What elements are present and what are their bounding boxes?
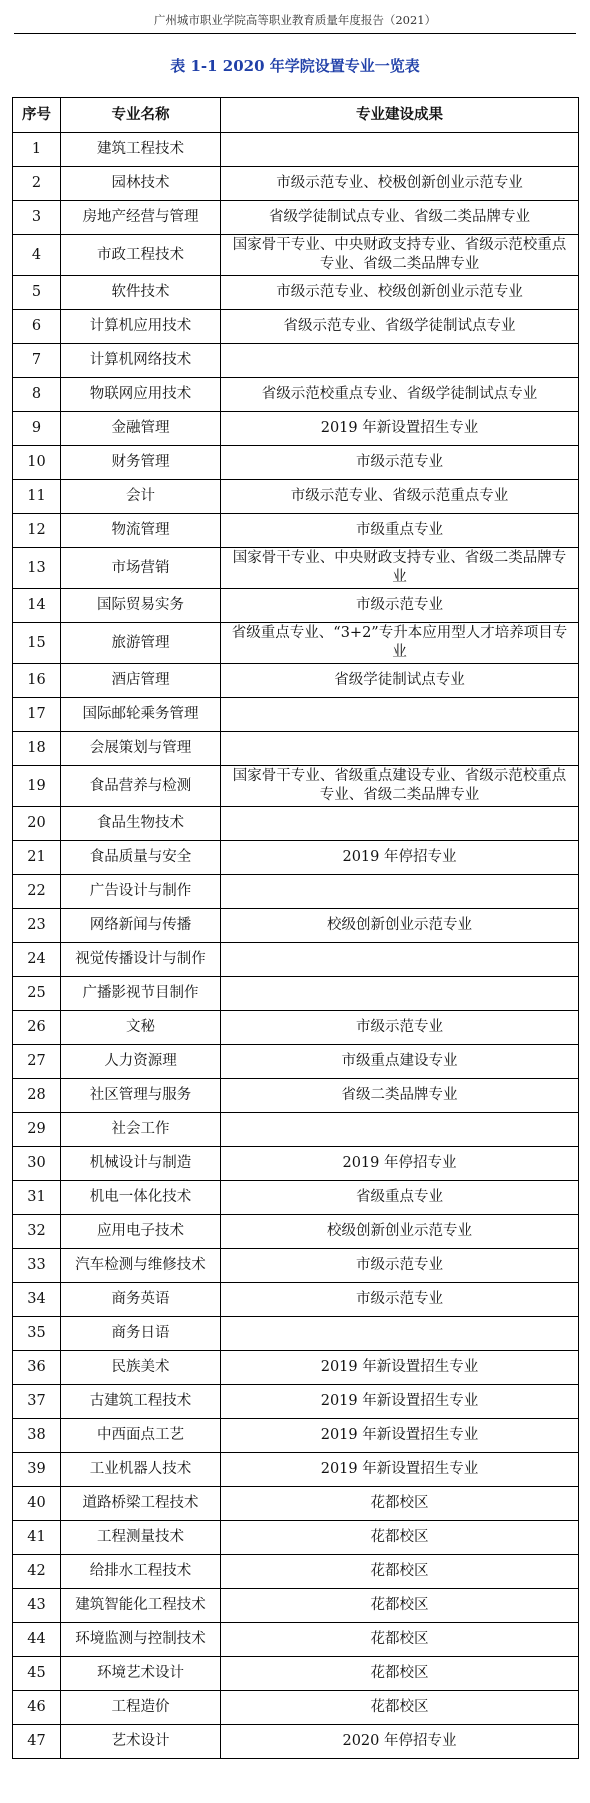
cell-major-name: 机械设计与制造 xyxy=(61,1147,221,1181)
cell-major-name: 环境艺术设计 xyxy=(61,1657,221,1691)
table-row xyxy=(13,1113,579,1147)
cell-major-name: 计算机网络技术 xyxy=(61,344,221,378)
cell-major-name: 国际邮轮乘务管理 xyxy=(61,698,221,732)
table-row xyxy=(13,807,579,841)
cell-index: 14 xyxy=(13,589,61,623)
cell-achievements: 国家骨干专业、中央财政支持专业、省级示范校重点专业、省级二类品牌专业 xyxy=(221,235,579,276)
cell-achievements: 市级重点专业 xyxy=(221,514,579,548)
table-row xyxy=(13,548,579,589)
cell-major-name: 艺术设计 xyxy=(61,1725,221,1759)
cell-major-name: 软件技术 xyxy=(61,276,221,310)
cell-achievements: 省级二类品牌专业 xyxy=(221,1079,579,1113)
cell-index: 21 xyxy=(13,841,61,875)
cell-achievements: 市级示范专业 xyxy=(221,589,579,623)
cell-index: 15 xyxy=(13,623,61,664)
table-row xyxy=(13,480,579,514)
cell-achievements: 2019 年新设置招生专业 xyxy=(221,412,579,446)
table-row xyxy=(13,1045,579,1079)
cell-index: 9 xyxy=(13,412,61,446)
cell-major-name: 食品生物技术 xyxy=(61,807,221,841)
cell-index: 6 xyxy=(13,310,61,344)
cell-major-name: 工程造价 xyxy=(61,1691,221,1725)
cell-index: 46 xyxy=(13,1691,61,1725)
cell-index: 40 xyxy=(13,1487,61,1521)
cell-achievements xyxy=(221,977,579,1011)
cell-index: 29 xyxy=(13,1113,61,1147)
cell-index: 31 xyxy=(13,1181,61,1215)
table-row xyxy=(13,1079,579,1113)
cell-achievements: 花都校区 xyxy=(221,1521,579,1555)
table-row xyxy=(13,446,579,480)
table-row xyxy=(13,589,579,623)
cell-achievements xyxy=(221,133,579,167)
cell-major-name: 社区管理与服务 xyxy=(61,1079,221,1113)
cell-achievements: 2019 年新设置招生专业 xyxy=(221,1351,579,1385)
cell-achievements: 市级示范专业、省级示范重点专业 xyxy=(221,480,579,514)
table-header-row xyxy=(13,98,579,133)
cell-index: 35 xyxy=(13,1317,61,1351)
table-row xyxy=(13,909,579,943)
cell-index: 30 xyxy=(13,1147,61,1181)
cell-index: 39 xyxy=(13,1453,61,1487)
cell-achievements: 2020 年停招专业 xyxy=(221,1725,579,1759)
table-row xyxy=(13,766,579,807)
column-header-index: 序号 xyxy=(13,98,61,133)
table-row xyxy=(13,664,579,698)
table-row xyxy=(13,201,579,235)
cell-achievements xyxy=(221,344,579,378)
cell-index: 2 xyxy=(13,167,61,201)
table-row xyxy=(13,1317,579,1351)
cell-achievements xyxy=(221,732,579,766)
cell-index: 8 xyxy=(13,378,61,412)
cell-major-name: 工程测量技术 xyxy=(61,1521,221,1555)
cell-major-name: 道路桥梁工程技术 xyxy=(61,1487,221,1521)
cell-achievements: 市级示范专业 xyxy=(221,1283,579,1317)
table-row xyxy=(13,1453,579,1487)
table-row xyxy=(13,1657,579,1691)
table-row xyxy=(13,1589,579,1623)
table-row xyxy=(13,1249,579,1283)
column-header-achievements: 专业建设成果 xyxy=(221,98,579,133)
cell-index: 22 xyxy=(13,875,61,909)
cell-major-name: 物流管理 xyxy=(61,514,221,548)
column-header-major-name: 专业名称 xyxy=(61,98,221,133)
cell-major-name: 食品质量与安全 xyxy=(61,841,221,875)
cell-index: 47 xyxy=(13,1725,61,1759)
table-row xyxy=(13,1181,579,1215)
cell-index: 12 xyxy=(13,514,61,548)
cell-major-name: 中西面点工艺 xyxy=(61,1419,221,1453)
cell-major-name: 国际贸易实务 xyxy=(61,589,221,623)
table-row xyxy=(13,133,579,167)
cell-major-name: 市政工程技术 xyxy=(61,235,221,276)
cell-achievements: 校级创新创业示范专业 xyxy=(221,909,579,943)
cell-major-name: 会展策划与管理 xyxy=(61,732,221,766)
cell-index: 24 xyxy=(13,943,61,977)
table-row xyxy=(13,1351,579,1385)
cell-major-name: 工业机器人技术 xyxy=(61,1453,221,1487)
cell-achievements: 市级示范专业、校级创新创业示范专业 xyxy=(221,276,579,310)
cell-index: 4 xyxy=(13,235,61,276)
cell-achievements: 省级重点专业、“3+2”专升本应用型人才培养项目专业 xyxy=(221,623,579,664)
cell-achievements: 市级示范专业 xyxy=(221,446,579,480)
cell-index: 18 xyxy=(13,732,61,766)
cell-achievements: 花都校区 xyxy=(221,1555,579,1589)
cell-major-name: 旅游管理 xyxy=(61,623,221,664)
cell-index: 27 xyxy=(13,1045,61,1079)
cell-major-name: 商务日语 xyxy=(61,1317,221,1351)
table-row xyxy=(13,732,579,766)
cell-major-name: 建筑工程技术 xyxy=(61,133,221,167)
cell-achievements: 2019 年停招专业 xyxy=(221,1147,579,1181)
cell-achievements: 市级示范专业 xyxy=(221,1249,579,1283)
cell-achievements: 花都校区 xyxy=(221,1691,579,1725)
cell-major-name: 人力资源理 xyxy=(61,1045,221,1079)
cell-index: 5 xyxy=(13,276,61,310)
table-row xyxy=(13,1419,579,1453)
cell-index: 28 xyxy=(13,1079,61,1113)
cell-major-name: 广播影视节目制作 xyxy=(61,977,221,1011)
cell-achievements xyxy=(221,943,579,977)
table-row xyxy=(13,235,579,276)
cell-major-name: 汽车检测与维修技术 xyxy=(61,1249,221,1283)
cell-achievements: 校级创新创业示范专业 xyxy=(221,1215,579,1249)
cell-major-name: 建筑智能化工程技术 xyxy=(61,1589,221,1623)
cell-achievements xyxy=(221,875,579,909)
cell-achievements: 市级示范专业、校极创新创业示范专业 xyxy=(221,167,579,201)
cell-major-name: 房地产经营与管理 xyxy=(61,201,221,235)
cell-major-name: 计算机应用技术 xyxy=(61,310,221,344)
table-row xyxy=(13,412,579,446)
cell-index: 3 xyxy=(13,201,61,235)
table-body xyxy=(13,133,579,1759)
cell-index: 42 xyxy=(13,1555,61,1589)
cell-index: 13 xyxy=(13,548,61,589)
cell-achievements: 市级重点建设专业 xyxy=(221,1045,579,1079)
table-row xyxy=(13,1555,579,1589)
cell-index: 34 xyxy=(13,1283,61,1317)
cell-major-name: 环境监测与控制技术 xyxy=(61,1623,221,1657)
cell-index: 23 xyxy=(13,909,61,943)
cell-major-name: 机电一体化技术 xyxy=(61,1181,221,1215)
cell-major-name: 财务管理 xyxy=(61,446,221,480)
table-row xyxy=(13,514,579,548)
cell-achievements: 国家骨干专业、中央财政支持专业、省级二类品牌专业 xyxy=(221,548,579,589)
cell-index: 10 xyxy=(13,446,61,480)
cell-major-name: 民族美术 xyxy=(61,1351,221,1385)
cell-major-name: 金融管理 xyxy=(61,412,221,446)
header-rule xyxy=(14,33,576,34)
cell-index: 20 xyxy=(13,807,61,841)
majors-table xyxy=(12,97,579,1759)
cell-index: 11 xyxy=(13,480,61,514)
cell-major-name: 应用电子技术 xyxy=(61,1215,221,1249)
table-row xyxy=(13,1215,579,1249)
cell-achievements: 市级示范专业 xyxy=(221,1011,579,1045)
cell-index: 25 xyxy=(13,977,61,1011)
table-title: 表 1-1 2020 年学院设置专业一览表 xyxy=(170,57,420,75)
cell-major-name: 市场营销 xyxy=(61,548,221,589)
table-row xyxy=(13,698,579,732)
cell-major-name: 视觉传播设计与制作 xyxy=(61,943,221,977)
table-row xyxy=(13,841,579,875)
cell-index: 33 xyxy=(13,1249,61,1283)
table-row xyxy=(13,1623,579,1657)
cell-index: 17 xyxy=(13,698,61,732)
table-row xyxy=(13,1385,579,1419)
cell-major-name: 商务英语 xyxy=(61,1283,221,1317)
cell-index: 19 xyxy=(13,766,61,807)
cell-index: 1 xyxy=(13,133,61,167)
table-row xyxy=(13,977,579,1011)
cell-major-name: 会计 xyxy=(61,480,221,514)
table-row xyxy=(13,1487,579,1521)
cell-achievements: 花都校区 xyxy=(221,1657,579,1691)
cell-index: 32 xyxy=(13,1215,61,1249)
table-row xyxy=(13,1283,579,1317)
running-header: 广州城市职业学院高等职业教育质量年度报告（2021） xyxy=(153,13,437,27)
cell-achievements: 省级示范校重点专业、省级学徒制试点专业 xyxy=(221,378,579,412)
table-row xyxy=(13,623,579,664)
cell-achievements: 2019 年新设置招生专业 xyxy=(221,1385,579,1419)
cell-major-name: 酒店管理 xyxy=(61,664,221,698)
cell-major-name: 社会工作 xyxy=(61,1113,221,1147)
table-row xyxy=(13,310,579,344)
cell-major-name: 古建筑工程技术 xyxy=(61,1385,221,1419)
cell-index: 26 xyxy=(13,1011,61,1045)
cell-achievements: 省级学徒制试点专业 xyxy=(221,664,579,698)
table-row xyxy=(13,1691,579,1725)
cell-achievements xyxy=(221,698,579,732)
table-row xyxy=(13,276,579,310)
cell-major-name: 物联网应用技术 xyxy=(61,378,221,412)
cell-achievements: 花都校区 xyxy=(221,1623,579,1657)
cell-achievements xyxy=(221,807,579,841)
cell-index: 43 xyxy=(13,1589,61,1623)
cell-major-name: 文秘 xyxy=(61,1011,221,1045)
table-row xyxy=(13,344,579,378)
cell-achievements: 省级示范专业、省级学徒制试点专业 xyxy=(221,310,579,344)
table-row xyxy=(13,378,579,412)
cell-achievements: 2019 年新设置招生专业 xyxy=(221,1453,579,1487)
cell-achievements: 省级重点专业 xyxy=(221,1181,579,1215)
cell-achievements: 花都校区 xyxy=(221,1487,579,1521)
cell-achievements: 2019 年新设置招生专业 xyxy=(221,1419,579,1453)
cell-index: 36 xyxy=(13,1351,61,1385)
cell-index: 16 xyxy=(13,664,61,698)
table-row xyxy=(13,1521,579,1555)
cell-index: 44 xyxy=(13,1623,61,1657)
table-row xyxy=(13,167,579,201)
cell-achievements: 2019 年停招专业 xyxy=(221,841,579,875)
cell-major-name: 给排水工程技术 xyxy=(61,1555,221,1589)
cell-index: 45 xyxy=(13,1657,61,1691)
cell-major-name: 网络新闻与传播 xyxy=(61,909,221,943)
cell-index: 7 xyxy=(13,344,61,378)
table-row xyxy=(13,875,579,909)
cell-major-name: 广告设计与制作 xyxy=(61,875,221,909)
cell-achievements: 花都校区 xyxy=(221,1589,579,1623)
cell-index: 38 xyxy=(13,1419,61,1453)
cell-achievements xyxy=(221,1113,579,1147)
table-row xyxy=(13,943,579,977)
cell-index: 37 xyxy=(13,1385,61,1419)
table-row xyxy=(13,1011,579,1045)
cell-achievements: 省级学徒制试点专业、省级二类品牌专业 xyxy=(221,201,579,235)
cell-achievements: 国家骨干专业、省级重点建设专业、省级示范校重点专业、省级二类品牌专业 xyxy=(221,766,579,807)
table-row xyxy=(13,1725,579,1759)
cell-major-name: 园林技术 xyxy=(61,167,221,201)
table-row xyxy=(13,1147,579,1181)
cell-major-name: 食品营养与检测 xyxy=(61,766,221,807)
cell-achievements xyxy=(221,1317,579,1351)
cell-index: 41 xyxy=(13,1521,61,1555)
